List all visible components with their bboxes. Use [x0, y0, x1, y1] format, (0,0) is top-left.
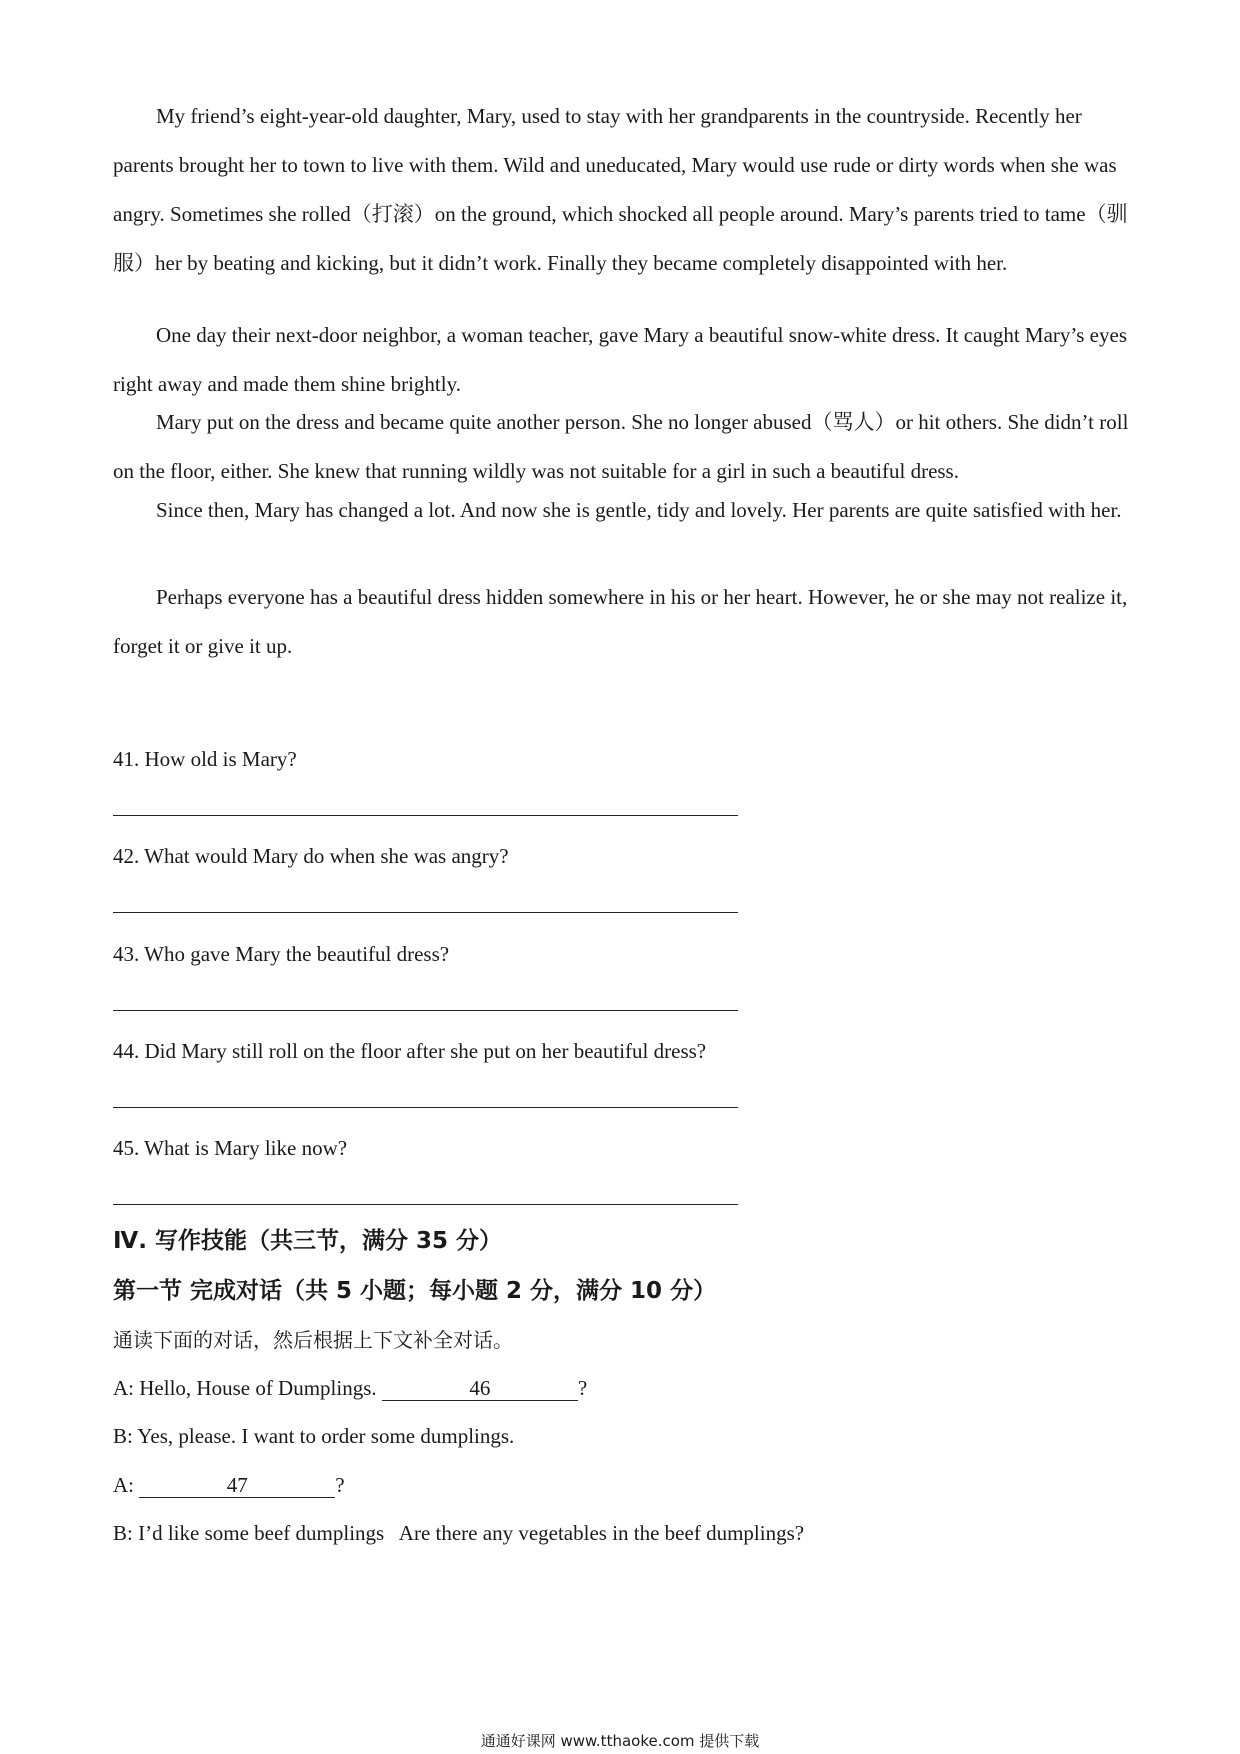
- answer-line-45[interactable]: [113, 1204, 738, 1205]
- blank-46[interactable]: 46: [382, 1376, 578, 1401]
- answer-line-42[interactable]: [113, 912, 738, 913]
- dialogue-line-4: B: I’d like some beef dumplings Are there any vegetables in the beef dumplings?: [113, 1521, 805, 1545]
- dialogue-line-2: B: Yes, please. I want to order some dumplings.: [113, 1424, 515, 1448]
- answer-line-44[interactable]: [113, 1107, 738, 1108]
- question-44: 44. Did Mary still roll on the floor after she put on her beautiful dress?: [113, 1039, 707, 1063]
- page-footer: 通通好课网 www.tthaoke.com 提供下载: [480, 1732, 760, 1750]
- section-heading: Ⅳ. 写作技能（共三节，满分 35 分）: [113, 1228, 503, 1254]
- question-45: 45. What is Mary like now?: [113, 1136, 348, 1160]
- passage-paragraph-2: One day their next-door neighbor, a woman teacher, gave Mary a beautiful snow-white dress. It caught Mary’s eyes right away and made them shine brightly.: [113, 323, 1127, 396]
- answer-line-41[interactable]: [113, 815, 738, 816]
- passage-paragraph-4: Since then, Mary has changed a lot. And now she is gentle, tidy and lovely. Her parents are quite satisfied with her.: [156, 498, 1122, 522]
- passage-paragraph-5: Perhaps everyone has a beautiful dress hidden somewhere in his or her heart. However, he or she may not realize it, forget it or give it up.: [113, 585, 1128, 658]
- dialogue-line-1: A: Hello, House of Dumplings. 46 ?: [113, 1376, 588, 1400]
- question-43: 43. Who gave Mary the beautiful dress?: [113, 942, 450, 966]
- passage-paragraph-3: Mary put on the dress and became quite another person. She no longer abused（骂人）or hit others. She didn’t roll on the floor, either. She knew that running wildly was not suitable for a girl in such a beautiful dress.: [113, 410, 1129, 483]
- passage-paragraph-1: My friend’s eight-year-old daughter, Mary, used to stay with her grandparents in the countryside. Recently her parents brought her to town to live with them. Wild and uneducated, Mary would use rude or dirty words when she was angry. Sometimes she rolled（打滚）on the ground, which shocked all people around. Mary’s parents tried to tame（驯服）her by beating and kicking, but it didn’t work. Finally they became completely disappointed with her.: [113, 104, 1128, 275]
- answer-line-43[interactable]: [113, 1010, 738, 1011]
- instruction-text: 通读下面的对话，然后根据上下文补全对话。: [113, 1328, 513, 1352]
- subsection-heading: 第一节 完成对话（共 5 小题；每小题 2 分，满分 10 分）: [113, 1278, 717, 1304]
- question-41: 41. How old is Mary?: [113, 747, 297, 771]
- dialogue-line-3: A: 47 ?: [113, 1473, 345, 1497]
- question-42: 42. What would Mary do when she was angry?: [113, 844, 509, 868]
- blank-47[interactable]: 47: [139, 1473, 335, 1498]
